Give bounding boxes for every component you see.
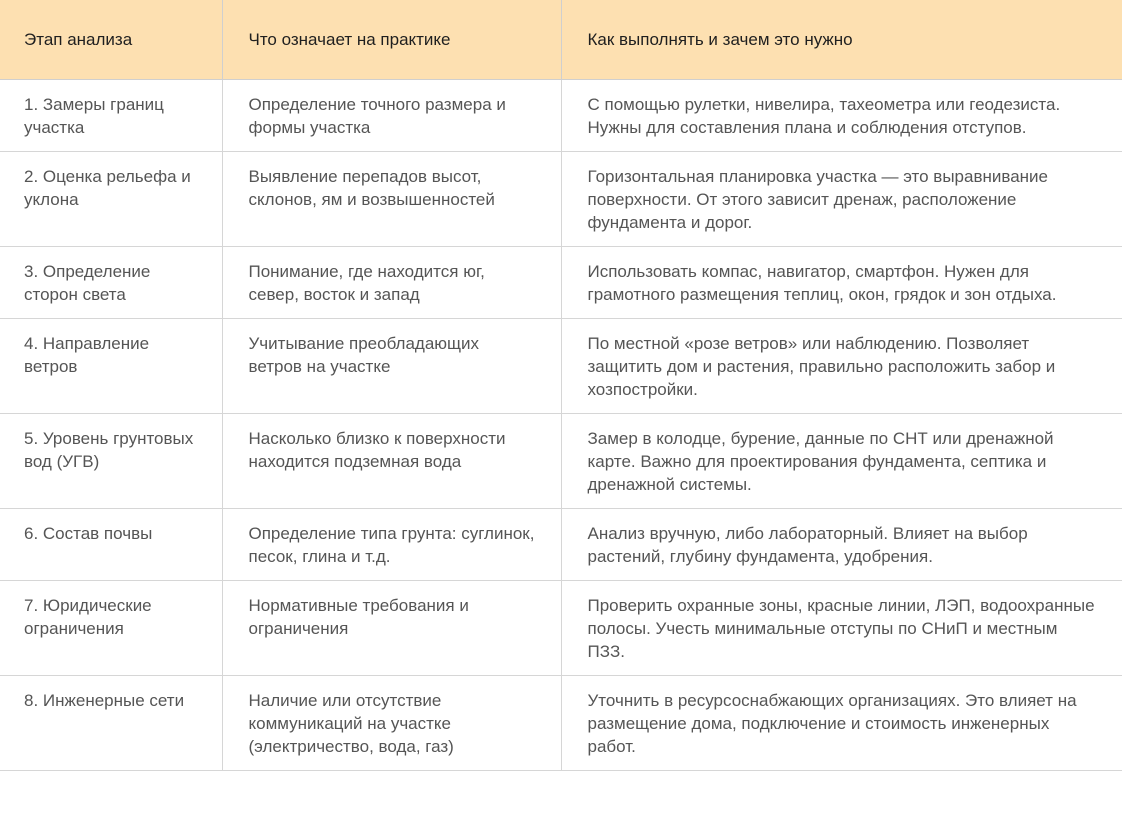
table-row xyxy=(0,414,1122,509)
table-row xyxy=(0,509,1122,581)
cell-stage: 7. Юридические ограничения xyxy=(0,581,222,676)
header-stage: Этап анализа xyxy=(0,0,222,80)
cell-stage: 4. Направление ветров xyxy=(0,319,222,414)
cell-how: Проверить охранные зоны, красные линии, ЛЭП, водоохранные полосы. Учесть минимальные отступы по СНиП и местным ПЗЗ. xyxy=(561,581,1122,676)
cell-meaning: Насколько близко к поверхности находится подземная вода xyxy=(222,414,561,509)
cell-stage: 1. Замеры границ участка xyxy=(0,80,222,152)
table-row xyxy=(0,80,1122,152)
cell-stage: 5. Уровень грунтовых вод (УГВ) xyxy=(0,414,222,509)
cell-stage: 2. Оценка рельефа и уклона xyxy=(0,152,222,247)
table-row xyxy=(0,581,1122,676)
cell-how: Анализ вручную, либо лабораторный. Влияет на выбор растений, глубину фундамента, удобрения. xyxy=(561,509,1122,581)
cell-how: Уточнить в ресурсоснабжающих организациях. Это влияет на размещение дома, подключение и стоимость инженерных работ. xyxy=(561,676,1122,771)
cell-how: По местной «розе ветров» или наблюдению. Позволяет защитить дом и растения, правильно расположить забор и хозпостройки. xyxy=(561,319,1122,414)
cell-meaning: Определение типа грунта: суглинок, песок, глина и т.д. xyxy=(222,509,561,581)
cell-meaning: Наличие или отсутствие коммуникаций на участке (электричество, вода, газ) xyxy=(222,676,561,771)
cell-stage: 3. Определение сторон света xyxy=(0,247,222,319)
table-row xyxy=(0,319,1122,414)
cell-how: Использовать компас, навигатор, смартфон. Нужен для грамотного размещения теплиц, окон, грядок и зон отдыха. xyxy=(561,247,1122,319)
cell-meaning: Определение точного размера и формы участка xyxy=(222,80,561,152)
table-header-row xyxy=(0,0,1122,80)
cell-meaning: Нормативные требования и ограничения xyxy=(222,581,561,676)
table-row xyxy=(0,247,1122,319)
cell-meaning: Понимание, где находится юг, север, восток и запад xyxy=(222,247,561,319)
header-meaning: Что означает на практике xyxy=(222,0,561,80)
cell-how: С помощью рулетки, нивелира, тахеометра или геодезиста. Нужны для составления плана и соблюдения отступов. xyxy=(561,80,1122,152)
cell-stage: 6. Состав почвы xyxy=(0,509,222,581)
table-body xyxy=(0,80,1122,771)
cell-meaning: Учитывание преобладающих ветров на участке xyxy=(222,319,561,414)
cell-how: Замер в колодце, бурение, данные по СНТ или дренажной карте. Важно для проектирования фундамента, септика и дренажной системы. xyxy=(561,414,1122,509)
table-row xyxy=(0,152,1122,247)
cell-stage: 8. Инженерные сети xyxy=(0,676,222,771)
cell-how: Горизонтальная планировка участка — это выравнивание поверхности. От этого зависит дренаж, расположение фундамента и дорог. xyxy=(561,152,1122,247)
cell-meaning: Выявление перепадов высот, склонов, ям и возвышенностей xyxy=(222,152,561,247)
table-row xyxy=(0,676,1122,771)
header-how: Как выполнять и зачем это нужно xyxy=(561,0,1122,80)
